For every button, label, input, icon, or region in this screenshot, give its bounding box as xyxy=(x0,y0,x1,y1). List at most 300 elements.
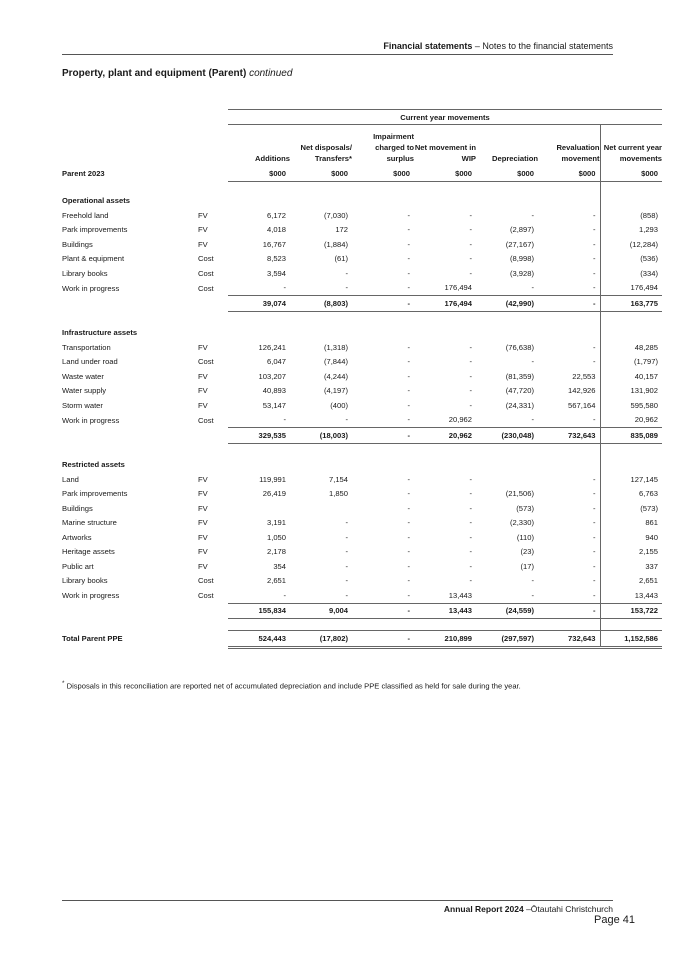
asset-value: (24,331) xyxy=(505,400,534,410)
blank-cell xyxy=(198,110,228,125)
asset-value: - xyxy=(469,400,472,410)
blank-cell xyxy=(414,443,476,458)
table-row xyxy=(62,530,662,545)
blank-cell xyxy=(198,458,228,473)
section-total-value: (8,803) xyxy=(290,296,352,312)
blank-cell xyxy=(476,181,538,194)
asset-value: - xyxy=(538,237,600,252)
asset-value: - xyxy=(469,489,472,499)
valuation-basis: Cost xyxy=(198,283,214,293)
asset-value: 8,523 xyxy=(266,254,286,264)
blank-cell xyxy=(198,603,228,619)
section-total-value: 153,722 xyxy=(600,603,662,619)
asset-value: 127,145 xyxy=(630,474,658,484)
asset-label: Land xyxy=(62,474,79,484)
asset-value: - xyxy=(407,239,410,249)
valuation-basis: FV xyxy=(198,518,208,528)
asset-value: - xyxy=(345,268,348,278)
blank-cell xyxy=(198,194,228,209)
section-total-value: (42,990) xyxy=(476,296,538,312)
column-header: Impairment charged to surplus xyxy=(373,132,414,163)
header-rule xyxy=(62,54,613,55)
asset-value: - xyxy=(469,225,472,235)
asset-value: 567,164 xyxy=(538,398,600,413)
blank-cell xyxy=(198,619,228,631)
asset-value: (76,638) xyxy=(505,342,534,352)
asset-value: 53,147 xyxy=(262,400,286,410)
blank-cell xyxy=(352,194,414,209)
asset-value: - xyxy=(345,415,348,425)
group-header: Current year movements xyxy=(228,110,662,125)
asset-value: - xyxy=(538,472,600,487)
valuation-basis: FV xyxy=(198,342,208,352)
blank-cell xyxy=(538,194,600,209)
page-header xyxy=(383,41,613,51)
asset-value: - xyxy=(531,590,534,600)
blank-cell xyxy=(538,443,600,458)
blank-cell xyxy=(476,326,538,341)
section-total-row xyxy=(62,428,662,444)
blank-cell xyxy=(600,458,662,473)
asset-label: Library books xyxy=(62,576,108,586)
title-suffix: continued xyxy=(249,68,293,79)
table-row xyxy=(62,574,662,589)
table-row xyxy=(62,398,662,413)
asset-value: 940 xyxy=(645,532,658,542)
blank-cell xyxy=(198,296,228,312)
units-row xyxy=(62,166,662,181)
asset-value: - xyxy=(407,503,410,513)
blank-cell xyxy=(228,443,290,458)
table-row xyxy=(62,237,662,252)
section-total-value: 20,962 xyxy=(414,428,476,444)
grand-total-value: 210,899 xyxy=(414,631,476,648)
asset-value: (47,720) xyxy=(505,386,534,396)
blank-cell xyxy=(228,458,290,473)
asset-value: (110) xyxy=(516,532,534,542)
valuation-basis: FV xyxy=(198,371,208,381)
asset-label: Buildings xyxy=(62,503,93,513)
asset-value: 354 xyxy=(273,561,286,571)
asset-value: 1,293 xyxy=(638,225,658,235)
blank-cell xyxy=(352,311,414,326)
grand-total-value: 732,643 xyxy=(538,631,600,648)
section-total-value: 163,775 xyxy=(600,296,662,312)
page-title xyxy=(62,68,292,79)
blank-cell xyxy=(62,296,198,312)
asset-value: (7,844) xyxy=(323,357,348,367)
asset-value: - xyxy=(531,415,534,425)
asset-value: 20,962 xyxy=(448,415,472,425)
asset-value: 2,155 xyxy=(638,547,658,557)
asset-value: - xyxy=(538,252,600,267)
asset-value: (12,284) xyxy=(629,239,658,249)
unit-label: $000 xyxy=(538,166,600,181)
blank-cell xyxy=(352,326,414,341)
valuation-basis: FV xyxy=(198,532,208,542)
asset-value: - xyxy=(345,561,348,571)
section-total-value: 9,004 xyxy=(290,603,352,619)
valuation-basis: FV xyxy=(198,239,208,249)
blank-cell xyxy=(352,619,414,631)
section-total-row xyxy=(62,603,662,619)
asset-value: - xyxy=(469,254,472,264)
unit-label: $000 xyxy=(476,166,538,181)
blank-cell xyxy=(62,443,198,458)
asset-value: (8,998) xyxy=(509,254,534,264)
blank-cell xyxy=(414,181,476,194)
asset-label: Land under road xyxy=(62,357,118,367)
asset-value: (4,244) xyxy=(323,371,348,381)
asset-value: - xyxy=(469,342,472,352)
grand-total-value: 1,152,586 xyxy=(600,631,662,648)
asset-value: - xyxy=(538,501,600,516)
blank-cell xyxy=(62,125,198,167)
asset-value: (21,506) xyxy=(505,489,534,499)
unit-label: $000 xyxy=(228,166,290,181)
asset-value: - xyxy=(538,223,600,238)
section-total-row xyxy=(62,296,662,312)
asset-value: - xyxy=(538,355,600,370)
asset-value: (61) xyxy=(334,254,348,264)
asset-value: 337 xyxy=(645,561,658,571)
table-row xyxy=(62,266,662,281)
asset-value: - xyxy=(538,545,600,560)
blank-cell xyxy=(290,311,352,326)
asset-value: 172 xyxy=(335,225,348,235)
asset-value: - xyxy=(407,371,410,381)
table-row xyxy=(62,369,662,384)
blank-cell xyxy=(414,326,476,341)
section-total-value: - xyxy=(538,603,600,619)
blank-cell xyxy=(600,181,662,194)
asset-value xyxy=(290,501,352,516)
blank-cell xyxy=(538,458,600,473)
table-row xyxy=(62,281,662,296)
asset-value: - xyxy=(407,342,410,352)
row-label-header: Parent 2023 xyxy=(62,169,105,178)
asset-value: 20,962 xyxy=(634,415,658,425)
asset-value: (2,330) xyxy=(509,518,534,528)
asset-value: - xyxy=(407,225,410,235)
footer-org: –Ōtautahi Christchurch xyxy=(523,904,613,914)
table-row xyxy=(62,223,662,238)
asset-value: 2,651 xyxy=(266,576,286,586)
blank-cell xyxy=(290,194,352,209)
asset-value: - xyxy=(407,386,410,396)
asset-label: Public art xyxy=(62,561,94,571)
blank-cell xyxy=(198,125,228,167)
asset-value: - xyxy=(538,413,600,428)
asset-value: 13,443 xyxy=(448,590,472,600)
asset-value: - xyxy=(538,559,600,574)
asset-value: (573) xyxy=(640,503,658,513)
asset-value: - xyxy=(531,357,534,367)
asset-value: 176,494 xyxy=(630,283,658,293)
asset-value: - xyxy=(407,576,410,586)
asset-value: - xyxy=(345,547,348,557)
asset-value: - xyxy=(407,532,410,542)
footnote-mark: * xyxy=(62,680,65,687)
asset-value: 26,419 xyxy=(262,489,286,499)
asset-label: Marine structure xyxy=(62,518,117,528)
asset-value: - xyxy=(538,208,600,223)
asset-value: 4,018 xyxy=(266,225,286,235)
blank-cell xyxy=(290,619,352,631)
column-header: Net movement in WIP xyxy=(414,143,476,163)
blank-cell xyxy=(476,443,538,458)
asset-value: 13,443 xyxy=(634,590,658,600)
asset-value: - xyxy=(345,518,348,528)
valuation-basis: Cost xyxy=(198,576,214,586)
asset-value: - xyxy=(469,239,472,249)
footer-report-title: Annual Report 2024 xyxy=(443,904,524,914)
asset-value: (4,197) xyxy=(323,386,348,396)
asset-label: Water supply xyxy=(62,386,107,396)
asset-value: 7,154 xyxy=(328,474,348,484)
section-header-row xyxy=(62,194,662,209)
asset-value: - xyxy=(469,357,472,367)
blank-cell xyxy=(228,311,290,326)
valuation-basis: Cost xyxy=(198,357,214,367)
asset-value: 861 xyxy=(645,518,658,528)
asset-value: - xyxy=(345,283,348,293)
valuation-basis: FV xyxy=(198,503,208,513)
blank-cell xyxy=(476,458,538,473)
section-header-row xyxy=(62,458,662,473)
valuation-basis: Cost xyxy=(198,254,214,264)
unit-label: $000 xyxy=(290,166,352,181)
section-total-value: 329,535 xyxy=(228,428,290,444)
title-main: Property, plant and equipment (Parent) xyxy=(62,68,247,79)
spacer-row xyxy=(62,181,662,194)
asset-value: (7,030) xyxy=(323,210,348,220)
asset-value xyxy=(228,501,290,516)
table-row xyxy=(62,588,662,603)
blank-cell xyxy=(198,443,228,458)
blank-cell xyxy=(228,181,290,194)
blank-cell xyxy=(600,194,662,209)
asset-value: (2,897) xyxy=(509,225,534,235)
table-row xyxy=(62,559,662,574)
valuation-basis: Cost xyxy=(198,415,214,425)
column-header: Revaluation movement xyxy=(538,125,600,167)
blank-cell xyxy=(352,181,414,194)
section-total-value: - xyxy=(538,296,600,312)
blank-cell xyxy=(228,194,290,209)
asset-label: Artworks xyxy=(62,532,92,542)
asset-value: (400) xyxy=(330,400,348,410)
asset-value: 126,241 xyxy=(258,342,286,352)
asset-value: (81,359) xyxy=(505,371,534,381)
asset-value: 103,207 xyxy=(258,371,286,381)
blank-cell xyxy=(198,326,228,341)
asset-value: (334) xyxy=(640,268,658,278)
asset-value: - xyxy=(407,547,410,557)
asset-value: - xyxy=(538,530,600,545)
section-total-value: - xyxy=(352,428,414,444)
table-row xyxy=(62,472,662,487)
asset-value: 22,553 xyxy=(538,369,600,384)
blank-cell xyxy=(198,428,228,444)
asset-label: Work in progress xyxy=(62,283,120,293)
asset-value: 40,157 xyxy=(634,371,658,381)
asset-value: 1,850 xyxy=(328,489,348,499)
valuation-basis: FV xyxy=(198,400,208,410)
page-footer xyxy=(444,904,613,914)
blank-cell xyxy=(476,311,538,326)
asset-label: Buildings xyxy=(62,239,93,249)
asset-value: - xyxy=(469,547,472,557)
asset-label: Transportation xyxy=(62,342,111,352)
asset-value: 6,047 xyxy=(266,357,286,367)
valuation-basis: FV xyxy=(198,561,208,571)
blank-cell xyxy=(62,311,198,326)
section-title: Operational assets xyxy=(62,196,130,206)
asset-value: - xyxy=(469,268,472,278)
table-row xyxy=(62,501,662,516)
section-total-value: 13,443 xyxy=(414,603,476,619)
section-total-value: 732,643 xyxy=(538,428,600,444)
blank-cell xyxy=(198,311,228,326)
section-total-value: 39,074 xyxy=(228,296,290,312)
asset-value: - xyxy=(283,415,286,425)
asset-value: (1,318) xyxy=(323,342,348,352)
table-row xyxy=(62,545,662,560)
asset-value: - xyxy=(407,518,410,528)
asset-value: - xyxy=(407,415,410,425)
grand-total-row xyxy=(62,631,662,648)
asset-label: Plant & equipment xyxy=(62,254,125,264)
asset-value: - xyxy=(407,590,410,600)
asset-value: (573) xyxy=(516,503,534,513)
asset-value: - xyxy=(538,574,600,589)
asset-value: 1,050 xyxy=(266,532,286,542)
asset-value: 3,191 xyxy=(266,518,286,528)
blank-cell xyxy=(476,619,538,631)
asset-value: - xyxy=(469,503,472,513)
blank-cell xyxy=(62,428,198,444)
asset-label: Heritage assets xyxy=(62,547,115,557)
valuation-basis: FV xyxy=(198,474,208,484)
asset-value: 16,767 xyxy=(262,239,286,249)
unit-label: $000 xyxy=(414,166,476,181)
asset-value: (858) xyxy=(640,210,658,220)
blank-cell xyxy=(62,603,198,619)
spacer-row xyxy=(62,619,662,631)
spacer-row xyxy=(62,443,662,458)
asset-value: - xyxy=(283,283,286,293)
grand-total-value: - xyxy=(352,631,414,648)
asset-value: 6,172 xyxy=(266,210,286,220)
asset-value: - xyxy=(538,588,600,603)
column-header: Additions xyxy=(254,154,290,163)
asset-value: - xyxy=(407,283,410,293)
blank-cell xyxy=(414,619,476,631)
asset-value: 2,178 xyxy=(266,547,286,557)
asset-value: - xyxy=(469,576,472,586)
asset-value: - xyxy=(469,561,472,571)
blank-cell xyxy=(600,326,662,341)
asset-value xyxy=(476,472,538,487)
asset-value: 176,494 xyxy=(444,283,472,293)
section-total-value: - xyxy=(352,296,414,312)
asset-value: - xyxy=(469,386,472,396)
blank-cell xyxy=(198,181,228,194)
asset-value: (3,928) xyxy=(509,268,534,278)
valuation-basis: Cost xyxy=(198,268,214,278)
asset-value: - xyxy=(345,590,348,600)
grand-total-label: Total Parent PPE xyxy=(62,634,123,644)
blank-cell xyxy=(600,619,662,631)
table-row xyxy=(62,252,662,267)
asset-value: - xyxy=(345,576,348,586)
asset-value: - xyxy=(538,281,600,296)
table-row xyxy=(62,208,662,223)
page-number: Page 41 xyxy=(594,914,635,926)
spacer-row xyxy=(62,311,662,326)
valuation-basis: FV xyxy=(198,225,208,235)
asset-label: Waste water xyxy=(62,371,104,381)
valuation-basis: FV xyxy=(198,489,208,499)
asset-value: - xyxy=(283,590,286,600)
footnote xyxy=(62,680,521,691)
blank-cell xyxy=(352,458,414,473)
blank-cell xyxy=(476,194,538,209)
asset-value: - xyxy=(469,532,472,542)
unit-label: $000 xyxy=(600,166,662,181)
asset-label: Freehold land xyxy=(62,210,109,220)
asset-value: - xyxy=(469,518,472,528)
asset-value: - xyxy=(407,400,410,410)
grand-total-value: (297,597) xyxy=(476,631,538,648)
valuation-basis: FV xyxy=(198,386,208,396)
column-header: Net current year movements xyxy=(603,143,662,163)
section-title: Restricted assets xyxy=(62,460,125,470)
asset-value: (1,797) xyxy=(633,357,658,367)
grand-total-value: 524,443 xyxy=(228,631,290,648)
section-total-value: - xyxy=(352,603,414,619)
column-header: Net disposals/ Transfers* xyxy=(300,143,352,163)
blank-cell xyxy=(352,443,414,458)
asset-value: - xyxy=(538,487,600,502)
group-header-row xyxy=(62,110,662,125)
asset-label: Park improvements xyxy=(62,489,128,499)
blank-cell xyxy=(62,110,198,125)
asset-label: Work in progress xyxy=(62,415,120,425)
asset-value: - xyxy=(407,474,410,484)
section-total-value: (18,003) xyxy=(290,428,352,444)
footer-rule xyxy=(62,900,613,901)
asset-value: 3,594 xyxy=(266,268,286,278)
asset-label: Library books xyxy=(62,268,108,278)
asset-value: - xyxy=(407,357,410,367)
asset-value: - xyxy=(407,210,410,220)
ppe-table xyxy=(62,109,662,649)
asset-value: 48,285 xyxy=(634,342,658,352)
valuation-basis: FV xyxy=(198,547,208,557)
header-subtitle: – Notes to the financial statements xyxy=(472,41,613,51)
table-row xyxy=(62,487,662,502)
table-row xyxy=(62,355,662,370)
blank-cell xyxy=(290,326,352,341)
asset-label: Storm water xyxy=(62,400,103,410)
asset-value: - xyxy=(538,266,600,281)
footnote-text: Disposals in this reconciliation are reported net of accumulated depreciation and include PPE classified as held for sale during the year. xyxy=(64,681,521,691)
blank-cell xyxy=(538,311,600,326)
asset-value: - xyxy=(538,340,600,355)
asset-value: - xyxy=(538,516,600,531)
